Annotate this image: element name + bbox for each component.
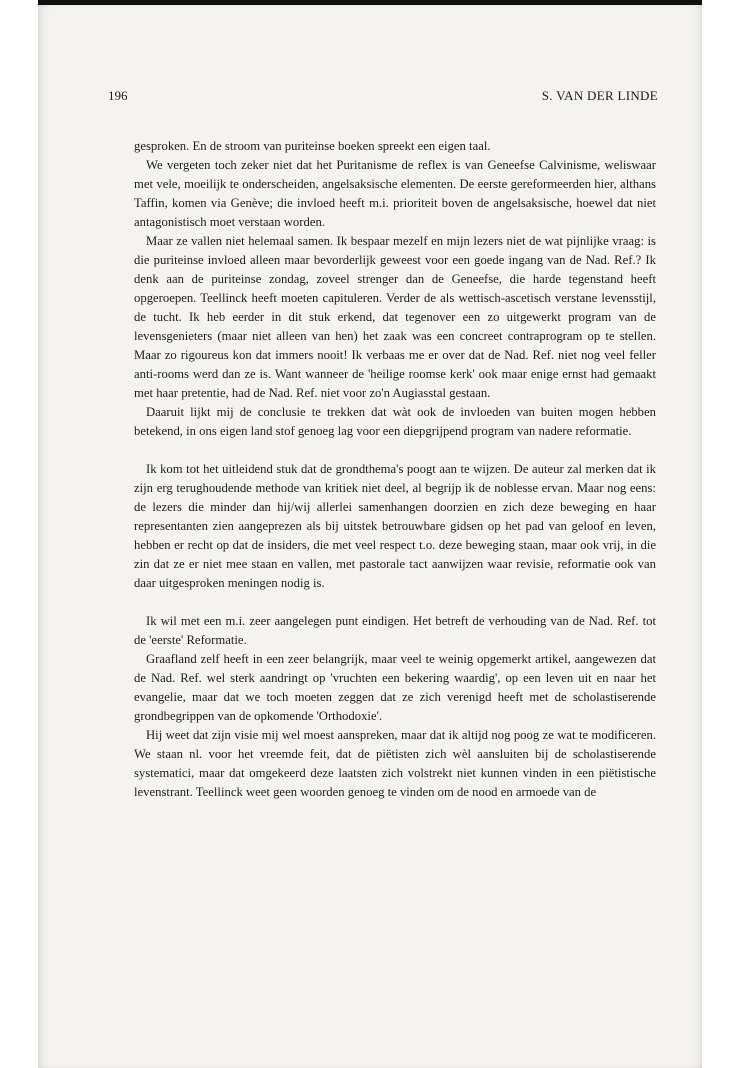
paragraph: Ik kom tot het uitleidend stuk dat de grondthema's poogt aan te wijzen. De auteur zal merken dat ik zijn erg terughoudende methode van kritiek niet deel, al begrijp ik de noblesse ervan. Maar nog eens: de lezers die minder dan hij/wij allerlei samenhangen doorzien en zich deze beweging en haar representanten zien aangeprezen als bij uitstek betrouwbare gidsen op het pad van geloof en leven, hebben er recht op dat de insiders, die met veel respect t.o. deze beweging staan, maar ook vrij, in die zin dat ze er niet mee staan en vallen, met pastorale tact aanwijzen waar revisie, reformatie ook van daar uitgesproken meningen nodig is. bbox=[134, 462, 656, 590]
paragraph: Graafland zelf heeft in een zeer belangrijk, maar veel te weinig opgemerkt artikel, aangewezen dat de Nad. Ref. wel sterk aandringt op 'vruchten een bekering waardig', op een leven uit en naar het evangelie, maar dat we toch moeten zeggen dat ze zich verenigd heeft met de scholastiserende grondbegrippen van de opkomende 'Orthodoxie'. bbox=[134, 652, 656, 723]
paragraph: We vergeten toch zeker niet dat het Puritanisme de reflex is van Geneefse Calvinisme, weliswaar met vele, moeilijk te onderscheiden, angelsaksische elementen. De eerste gereformeerden hier, althans Taffin, komen via Genève; die invloed heeft m.i. prioriteit boven de angelsaksische, hoewel dat niet antagonistisch moet verstaan worden. bbox=[134, 158, 656, 229]
page-header bbox=[108, 88, 658, 108]
paragraph: Hij weet dat zijn visie mij wel moest aanspreken, maar dat ik altijd nog poog ze wat te modificeren. We staan nl. voor het vreemde feit, dat de piëtisten zich wèl aansluiten bij de scholastiserende systematici, maar dat omgekeerd deze laatsten zich volstrekt niet kunnen vinden in een piëtistische levenstrant. Teellinck weet geen woorden genoeg te vinden om de nood en armoede van de bbox=[134, 728, 656, 799]
paragraph: Daaruit lijkt mij de conclusie te trekken dat wàt ook de invloeden van buiten mogen hebben betekend, in ons eigen land stof genoeg lag voor een diepgrijpend program van nadere reformatie. bbox=[134, 405, 656, 438]
body-text bbox=[134, 137, 656, 802]
running-head-author: S. VAN DER LINDE bbox=[541, 88, 658, 103]
paragraph: Maar ze vallen niet helemaal samen. Ik bespaar mezelf en mijn lezers niet de wat pijnlijke vraag: is die puriteinse invloed alleen maar bevorderlijk geweest voor een goede ingang van de Nad. Ref.? Ik denk aan de puriteinse zondag, zoveel strenger dan de Geneefse, die harde tegenstand heeft opgeroepen. Teellinck heeft moeten capituleren. Verder de als wettisch-ascetisch verstane levensstijl, de tucht. Ik heb eerder in dit stuk erkend, dat tegenover een zo uitgewerkt program van de levensgenieters (maar niet alleen van hen) het zaak was een concreet contraprogram op te stellen. Maar zo rigoureus kon dat immers nooit! Ik verbaas me er over dat de Nad. Ref. niet nog veel feller anti-rooms werd dan ze is. Want wanneer de 'heilige roomse kerk' ook maar enige ernst had gemaakt met haar pretentie, had de Nad. Ref. niet voor zo'n Augiasstal gestaan. bbox=[134, 234, 656, 400]
paragraph-continuation: gesproken. En de stroom van puriteinse boeken spreekt een eigen taal. bbox=[134, 139, 491, 153]
page-number: 196 bbox=[108, 88, 128, 103]
paragraph: Ik wil met een m.i. zeer aangelegen punt eindigen. Het betreft de verhouding van de Nad. Ref. tot de 'eerste' Reformatie. bbox=[134, 614, 656, 647]
